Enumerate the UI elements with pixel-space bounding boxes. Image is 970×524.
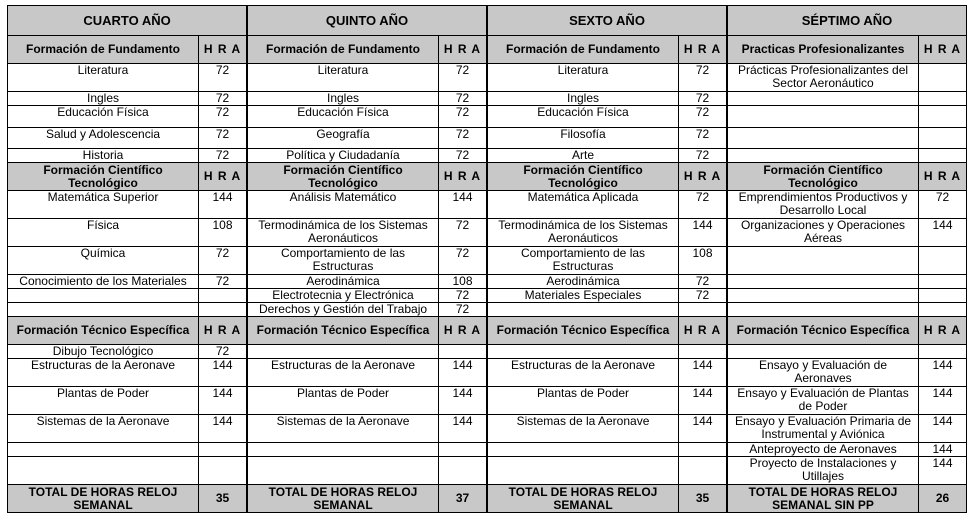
total-value: 35 [679,485,727,513]
hours-column-header: H R A [199,36,247,64]
subject-name [488,345,679,359]
year-column [487,5,726,513]
subject-hours: 72 [199,247,247,275]
subject-name: Historia [8,149,199,163]
section-header: Formación Científico Tecnológico [488,163,679,191]
subject-hours [679,457,727,485]
subject-name [728,106,919,128]
subject-name: Estructuras de la Aeronave [8,359,199,387]
section-header: Formación Científico Tecnológico [728,163,919,191]
subject-row [8,149,247,163]
subject-hours: 72 [679,191,727,219]
subject-row [488,149,727,163]
year-title: QUINTO AÑO [248,6,487,36]
subject-row [488,359,727,387]
subject-name: Política y Ciudadanía [248,149,439,163]
subject-name: Electrotecnia y Electrónica [248,289,439,303]
total-value: 37 [439,485,487,513]
subject-name [248,345,439,359]
subject-row [488,191,727,219]
subject-row [728,128,967,149]
subject-row [8,247,247,275]
subject-row [8,415,247,443]
year-title: SEXTO AÑO [488,6,727,36]
subject-hours: 72 [679,128,727,149]
subject-name [728,345,919,359]
subject-row [728,345,967,359]
year-title-row [488,6,727,36]
subject-name [8,443,199,457]
subject-row [8,64,247,92]
subject-row [248,247,487,275]
subject-row [728,219,967,247]
subject-row [8,387,247,415]
subject-hours: 72 [439,128,487,149]
subject-name: Ingles [488,92,679,106]
subject-row [728,149,967,163]
subject-row [248,149,487,163]
subject-row [8,106,247,128]
subject-hours: 144 [439,191,487,219]
section-header-row [728,163,967,191]
subject-name: Comportamiento de las Estructuras [488,247,679,275]
subject-row [8,128,247,149]
section-header-row [8,36,247,64]
section-header-row [488,317,727,345]
subject-name: Educación Física [248,106,439,128]
year-title-row [728,6,967,36]
subject-name: Plantas de Poder [248,387,439,415]
subject-name [248,457,439,485]
subject-row [728,191,967,219]
subject-name: Matemática Aplicada [488,191,679,219]
subject-name: Educación Física [8,106,199,128]
section-header-row [8,163,247,191]
subject-row [248,219,487,247]
total-row [248,485,487,513]
subject-hours [199,457,247,485]
subject-name [728,275,919,289]
year-column [7,5,246,513]
year-title: SÉPTIMO AÑO [728,6,967,36]
total-value: 26 [919,485,967,513]
section-header-row [488,36,727,64]
section-header: Formación Técnico Específica [728,317,919,345]
subject-hours [679,345,727,359]
subject-row [8,359,247,387]
hours-column-header: H R A [679,36,727,64]
subject-name [8,457,199,485]
section-header: Formación Científico Tecnológico [248,163,439,191]
subject-hours [919,64,967,92]
subject-name: Sistemas de la Aeronave [8,415,199,443]
subject-name [8,303,199,317]
total-row [488,485,727,513]
subject-row [728,92,967,106]
subject-hours: 72 [679,64,727,92]
subject-row [728,275,967,289]
subject-row [728,457,967,485]
subject-row [248,387,487,415]
subject-row [8,457,247,485]
year-table [487,5,727,513]
subject-hours: 72 [679,289,727,303]
subject-name: Derechos y Gestión del Trabajo [248,303,439,317]
subject-hours [919,275,967,289]
total-label: TOTAL DE HORAS RELOJ SEMANAL [8,485,199,513]
hours-column-header: H R A [439,36,487,64]
hours-column-header: H R A [679,317,727,345]
section-header-row [248,163,487,191]
subject-name: Literatura [248,64,439,92]
subject-name: Prácticas Profesionalizantes del Sector Aeronáutico [728,64,919,92]
subject-name: Arte [488,149,679,163]
subject-hours: 72 [439,289,487,303]
subject-hours [199,289,247,303]
subject-name: Organizaciones y Operaciones Aéreas [728,219,919,247]
section-header-row [8,317,247,345]
section-header-row [728,317,967,345]
year-title-row [8,6,247,36]
subject-hours: 72 [439,149,487,163]
subject-hours: 72 [439,92,487,106]
subject-row [488,106,727,128]
subject-hours: 144 [439,387,487,415]
subject-hours: 72 [199,149,247,163]
subject-hours: 72 [679,149,727,163]
subject-hours: 144 [199,359,247,387]
subject-hours [199,443,247,457]
subject-hours: 144 [439,415,487,443]
subject-name: Aerodinámica [488,275,679,289]
subject-hours: 144 [919,443,967,457]
subject-name: Ensayo y Evaluación Primaria de Instrumental y Aviónica [728,415,919,443]
subject-hours: 72 [439,247,487,275]
section-header-row [248,317,487,345]
subject-row [728,443,967,457]
subject-row [728,415,967,443]
subject-row [488,345,727,359]
section-header: Formación de Fundamento [8,36,199,64]
subject-hours [439,345,487,359]
subject-row [8,345,247,359]
subject-hours: 72 [199,275,247,289]
subject-name: Aerodinámica [248,275,439,289]
total-label: TOTAL DE HORAS RELOJ SEMANAL [248,485,439,513]
subject-hours [919,106,967,128]
subject-name [728,303,919,317]
year-table [7,5,247,513]
subject-name [8,289,199,303]
subject-hours [199,303,247,317]
subject-row [8,92,247,106]
section-header-row [728,36,967,64]
year-column [727,5,966,513]
subject-hours [919,128,967,149]
section-header-row [488,163,727,191]
hours-column-header: H R A [199,163,247,191]
subject-hours [919,289,967,303]
subject-name: Literatura [8,64,199,92]
subject-row [488,289,727,303]
subject-hours: 72 [439,64,487,92]
subject-hours: 144 [199,415,247,443]
hours-column-header: H R A [919,36,967,64]
subject-hours: 72 [199,345,247,359]
subject-row [248,191,487,219]
subject-row [248,303,487,317]
subject-hours: 144 [919,387,967,415]
subject-row [248,64,487,92]
total-label: TOTAL DE HORAS RELOJ SEMANAL [488,485,679,513]
subject-hours [919,247,967,275]
year-table [247,5,487,513]
subject-hours: 144 [679,219,727,247]
subject-name: Plantas de Poder [488,387,679,415]
subject-row [728,359,967,387]
subject-name: Conocimiento de los Materiales [8,275,199,289]
subject-row [248,289,487,303]
year-table [727,5,967,513]
subject-hours: 72 [439,303,487,317]
subject-row [8,275,247,289]
year-column [247,5,486,513]
subject-hours: 72 [199,128,247,149]
subject-hours: 144 [199,191,247,219]
subject-name [728,289,919,303]
hours-column-header: H R A [199,317,247,345]
subject-hours [919,92,967,106]
subject-hours [919,149,967,163]
subject-hours: 72 [679,92,727,106]
subject-row [728,247,967,275]
subject-name: Anteproyecto de Aeronaves [728,443,919,457]
subject-row [248,345,487,359]
subject-row [248,106,487,128]
subject-name: Ensayo y Evaluación de Plantas de Poder [728,387,919,415]
total-label: TOTAL DE HORAS RELOJ SEMANAL SIN PP [728,485,919,513]
subject-hours: 144 [919,415,967,443]
subject-hours [439,457,487,485]
subject-row [728,64,967,92]
subject-row [728,303,967,317]
subject-hours: 72 [439,106,487,128]
section-header: Formación Técnico Específica [248,317,439,345]
subject-row [488,219,727,247]
subject-row [248,457,487,485]
subject-hours [439,443,487,457]
subject-name: Estructuras de la Aeronave [248,359,439,387]
subject-name: Ingles [248,92,439,106]
subject-name [728,247,919,275]
subject-row [8,191,247,219]
subject-name: Geografía [248,128,439,149]
subject-row [248,92,487,106]
subject-name [248,443,439,457]
subject-name: Termodinámica de los Sistemas Aeronáuticos [248,219,439,247]
subject-row [248,443,487,457]
subject-hours [679,443,727,457]
subject-name: Dibujo Tecnológico [8,345,199,359]
subject-hours: 144 [919,359,967,387]
subject-name: Emprendimientos Productivos y Desarrollo Local [728,191,919,219]
subject-name [728,128,919,149]
subject-row [488,443,727,457]
subject-hours: 144 [679,415,727,443]
subject-row [488,415,727,443]
hours-column-header: H R A [679,163,727,191]
subject-row [488,387,727,415]
subject-name: Plantas de Poder [8,387,199,415]
subject-hours: 108 [199,219,247,247]
subject-name [728,149,919,163]
subject-name: Termodinámica de los Sistemas Aeronáuticos [488,219,679,247]
subject-hours: 144 [679,359,727,387]
section-header: Practicas Profesionalizantes [728,36,919,64]
subject-hours: 108 [439,275,487,289]
subject-hours: 72 [199,92,247,106]
subject-hours: 72 [199,64,247,92]
subject-name: Ingles [8,92,199,106]
subject-hours [919,345,967,359]
total-row [728,485,967,513]
subject-row [728,289,967,303]
subject-name: Proyecto de Instalaciones y Utillajes [728,457,919,485]
subject-row [248,275,487,289]
subject-hours: 72 [439,219,487,247]
subject-row [248,128,487,149]
total-value: 35 [199,485,247,513]
subject-row [488,247,727,275]
subject-name [488,457,679,485]
subject-name: Estructuras de la Aeronave [488,359,679,387]
subject-hours: 108 [679,247,727,275]
subject-row [248,359,487,387]
subject-row [488,275,727,289]
subject-name: Sistemas de la Aeronave [488,415,679,443]
subject-name [728,92,919,106]
subject-row [488,303,727,317]
subject-row [728,106,967,128]
subject-hours: 144 [919,219,967,247]
subject-hours [679,303,727,317]
year-title: CUARTO AÑO [8,6,247,36]
section-header: Formación Técnico Específica [488,317,679,345]
subject-row [8,219,247,247]
subject-name: Filosofía [488,128,679,149]
subject-row [8,443,247,457]
section-header: Formación de Fundamento [488,36,679,64]
hours-column-header: H R A [919,163,967,191]
subject-name: Literatura [488,64,679,92]
subject-name: Salud y Adolescencia [8,128,199,149]
subject-name: Educación Física [488,106,679,128]
section-header: Formación Técnico Específica [8,317,199,345]
subject-row [248,415,487,443]
section-header: Formación Científico Tecnológico [8,163,199,191]
subject-hours: 144 [919,457,967,485]
subject-row [488,457,727,485]
subject-row [488,92,727,106]
hours-column-header: H R A [919,317,967,345]
subject-row [8,303,247,317]
subject-hours: 144 [679,387,727,415]
subject-hours [919,303,967,317]
hours-column-header: H R A [439,317,487,345]
subject-name: Matemática Superior [8,191,199,219]
subject-hours: 72 [199,106,247,128]
hours-column-header: H R A [439,163,487,191]
subject-name: Física [8,219,199,247]
subject-hours: 72 [919,191,967,219]
subject-hours: 144 [439,359,487,387]
subject-hours: 144 [199,387,247,415]
subject-row [8,289,247,303]
subject-name [488,303,679,317]
subject-name: Comportamiento de las Estructuras [248,247,439,275]
section-header: Formación de Fundamento [248,36,439,64]
total-row [8,485,247,513]
subject-name: Análisis Matemático [248,191,439,219]
subject-row [488,128,727,149]
subject-name [488,443,679,457]
subject-name: Materiales Especiales [488,289,679,303]
section-header-row [248,36,487,64]
subject-hours: 72 [679,275,727,289]
subject-hours: 72 [679,106,727,128]
subject-name: Sistemas de la Aeronave [248,415,439,443]
subject-name: Ensayo y Evaluación de Aeronaves [728,359,919,387]
year-title-row [248,6,487,36]
subject-name: Química [8,247,199,275]
subject-row [728,387,967,415]
subject-row [488,64,727,92]
